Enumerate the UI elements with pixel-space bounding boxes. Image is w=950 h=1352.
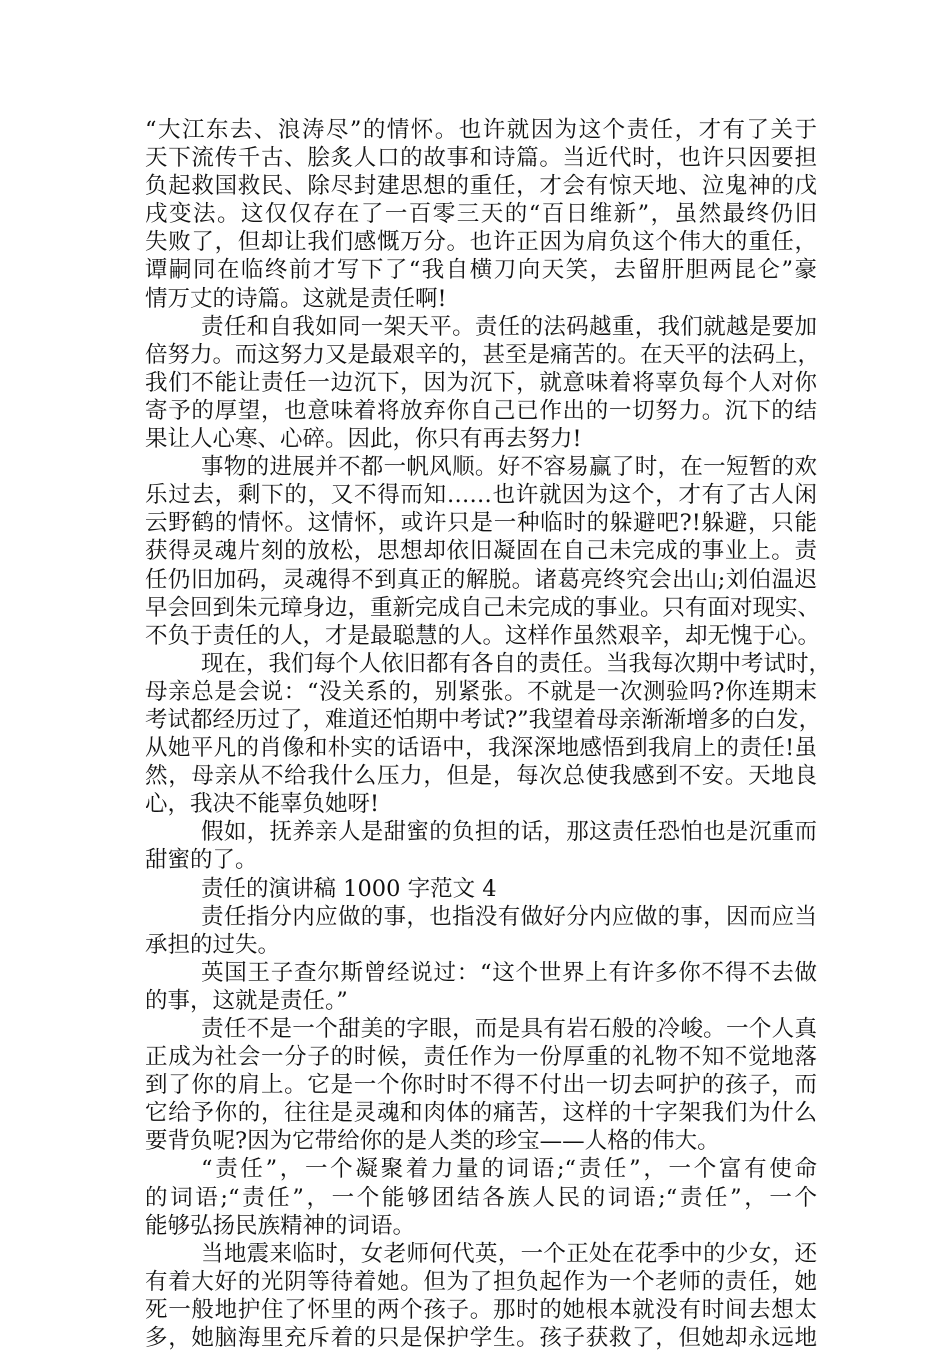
text-line: 从她平凡的肖像和朴实的话语中，我深深地感悟到我肩上的责任!虽 <box>145 735 817 762</box>
text-line: 母亲总是会说：“没关系的，别紧张。不就是一次测验吗?你连期末 <box>145 678 817 705</box>
text-line: 心，我决不能辜负她呀! <box>145 791 380 818</box>
text-line: 的词语;“责任”，一个能够团结各族人民的词语;“责任”，一个 <box>145 1184 817 1211</box>
text-line: 责任不是一个甜美的字眼，而是具有岩石般的冷峻。一个人真 <box>201 1016 817 1042</box>
text-line: 现在，我们每个人依旧都有各自的责任。当我每次期中考试时， <box>201 650 832 677</box>
text-line: 到了你的肩上。它是一个你时时不得不付出一切去呵护的孩子，而 <box>145 1072 817 1099</box>
text-line: 死一般地护住了怀里的两个孩子。那时的她根本就没有时间去想太 <box>145 1296 817 1323</box>
text-line: 果让人心寒、心碎。因此，你只有再去努力! <box>145 426 582 453</box>
text-line: 假如，抚养亲人是甜蜜的负担的话，那这责任恐怕也是沉重而 <box>201 819 817 846</box>
text-line: “大江东去、浪涛尽”的情怀。也许就因为这个责任，才有了关于 <box>145 117 817 143</box>
text-line: 当地震来临时，女老师何代英，一个正处在花季中的少女，还 <box>201 1240 817 1267</box>
text-line: 考试都经历过了，难道还怕期中考试?”我望着母亲渐渐增多的白发， <box>145 706 822 733</box>
text-line: 倍努力。而这努力又是最艰辛的，甚至是痛苦的。在天平的法码上， <box>145 341 821 368</box>
text-line: 事物的进展并不都一帆风顺。好不容易赢了时，在一短暂的欢 <box>201 454 817 481</box>
text-line: 能够弘扬民族精神的词语。 <box>145 1212 416 1239</box>
text-line: 情万丈的诗篇。这就是责任啊! <box>145 285 447 312</box>
text-line: 要背负呢?因为它带给你的是人类的珍宝——人格的伟大。 <box>145 1128 720 1155</box>
text-line: 正成为社会一分子的时候，责任作为一份厚重的礼物不知不觉地落 <box>145 1044 817 1071</box>
text-line: 失败了，但却让我们感慨万分。也许正因为肩负这个伟大的重任， <box>145 229 817 256</box>
text-line: 它给予你的，往往是灵魂和肉体的痛苦，这样的十字架我们为什么 <box>145 1100 817 1127</box>
text-line: 云野鹤的情怀。这情怀，或许只是一种临时的躲避吧?!躲避，只能 <box>145 510 817 537</box>
text-line: 承担的过失。 <box>145 931 281 958</box>
text-line: “责任”，一个凝聚着力量的词语;“责任”，一个富有使命 <box>201 1156 817 1183</box>
text-line: 不负于责任的人，才是最聪慧的人。这样作虽然艰辛，却无愧于心。 <box>145 622 821 649</box>
text-line: 寄予的厚望，也意味着将放弃你自己已作出的一切努力。沉下的结 <box>145 397 817 424</box>
text-line: 责任指分内应做的事，也指没有做好分内应做的事，因而应当 <box>201 903 817 930</box>
text-line: 责任的演讲稿 1000 字范文 4 <box>201 875 497 902</box>
text-line: 早会回到朱元璋身边，重新完成自己未完成的事业。只有面对现实、 <box>145 594 821 621</box>
text-line: 责任和自我如同一架天平。责任的法码越重，我们就越是要加 <box>201 313 817 340</box>
text-line: 的事，这就是责任。” <box>145 987 348 1014</box>
text-line: 戌变法。这仅仅存在了一百零三天的“百日维新”，虽然最终仍旧 <box>145 201 817 228</box>
text-line: 有着大好的光阴等待着她。但为了担负起作为一个老师的责任，她 <box>145 1268 817 1295</box>
text-line: 获得灵魂片刻的放松，思想却依旧凝固在自己未完成的事业上。责 <box>145 538 817 565</box>
text-line: 天下流传千古、脍炙人口的故事和诗篇。当近代时，也许只因要担 <box>145 145 817 172</box>
text-line: 然，母亲从不给我什么压力，但是，每次总使我感到不安。天地良 <box>145 763 817 790</box>
text-line: 乐过去，剩下的，又不得而知……也许就因为这个，才有了古人闲 <box>145 482 817 509</box>
text-line: 多，她脑海里充斥着的只是保护学生。孩子获救了，但她却永远地 <box>145 1325 817 1352</box>
text-line: 谭嗣同在临终前才写下了“我自横刀向天笑，去留肝胆两昆仑”豪 <box>145 257 817 284</box>
text-line: 我们不能让责任一边沉下，因为沉下，就意味着将辜负每个人对你 <box>145 369 817 396</box>
document-page <box>145 116 832 1352</box>
text-line: 英国王子查尔斯曾经说过：“这个世界上有许多你不得不去做 <box>201 959 817 986</box>
text-line: 任仍旧加码，灵魂得不到真正的解脱。诸葛亮终究会出山;刘伯温迟 <box>145 566 817 593</box>
text-line: 负起救国救民、除尽封建思想的重任，才会有惊天地、泣鬼神的戊 <box>145 173 817 200</box>
text-line: 甜蜜的了。 <box>145 847 258 874</box>
